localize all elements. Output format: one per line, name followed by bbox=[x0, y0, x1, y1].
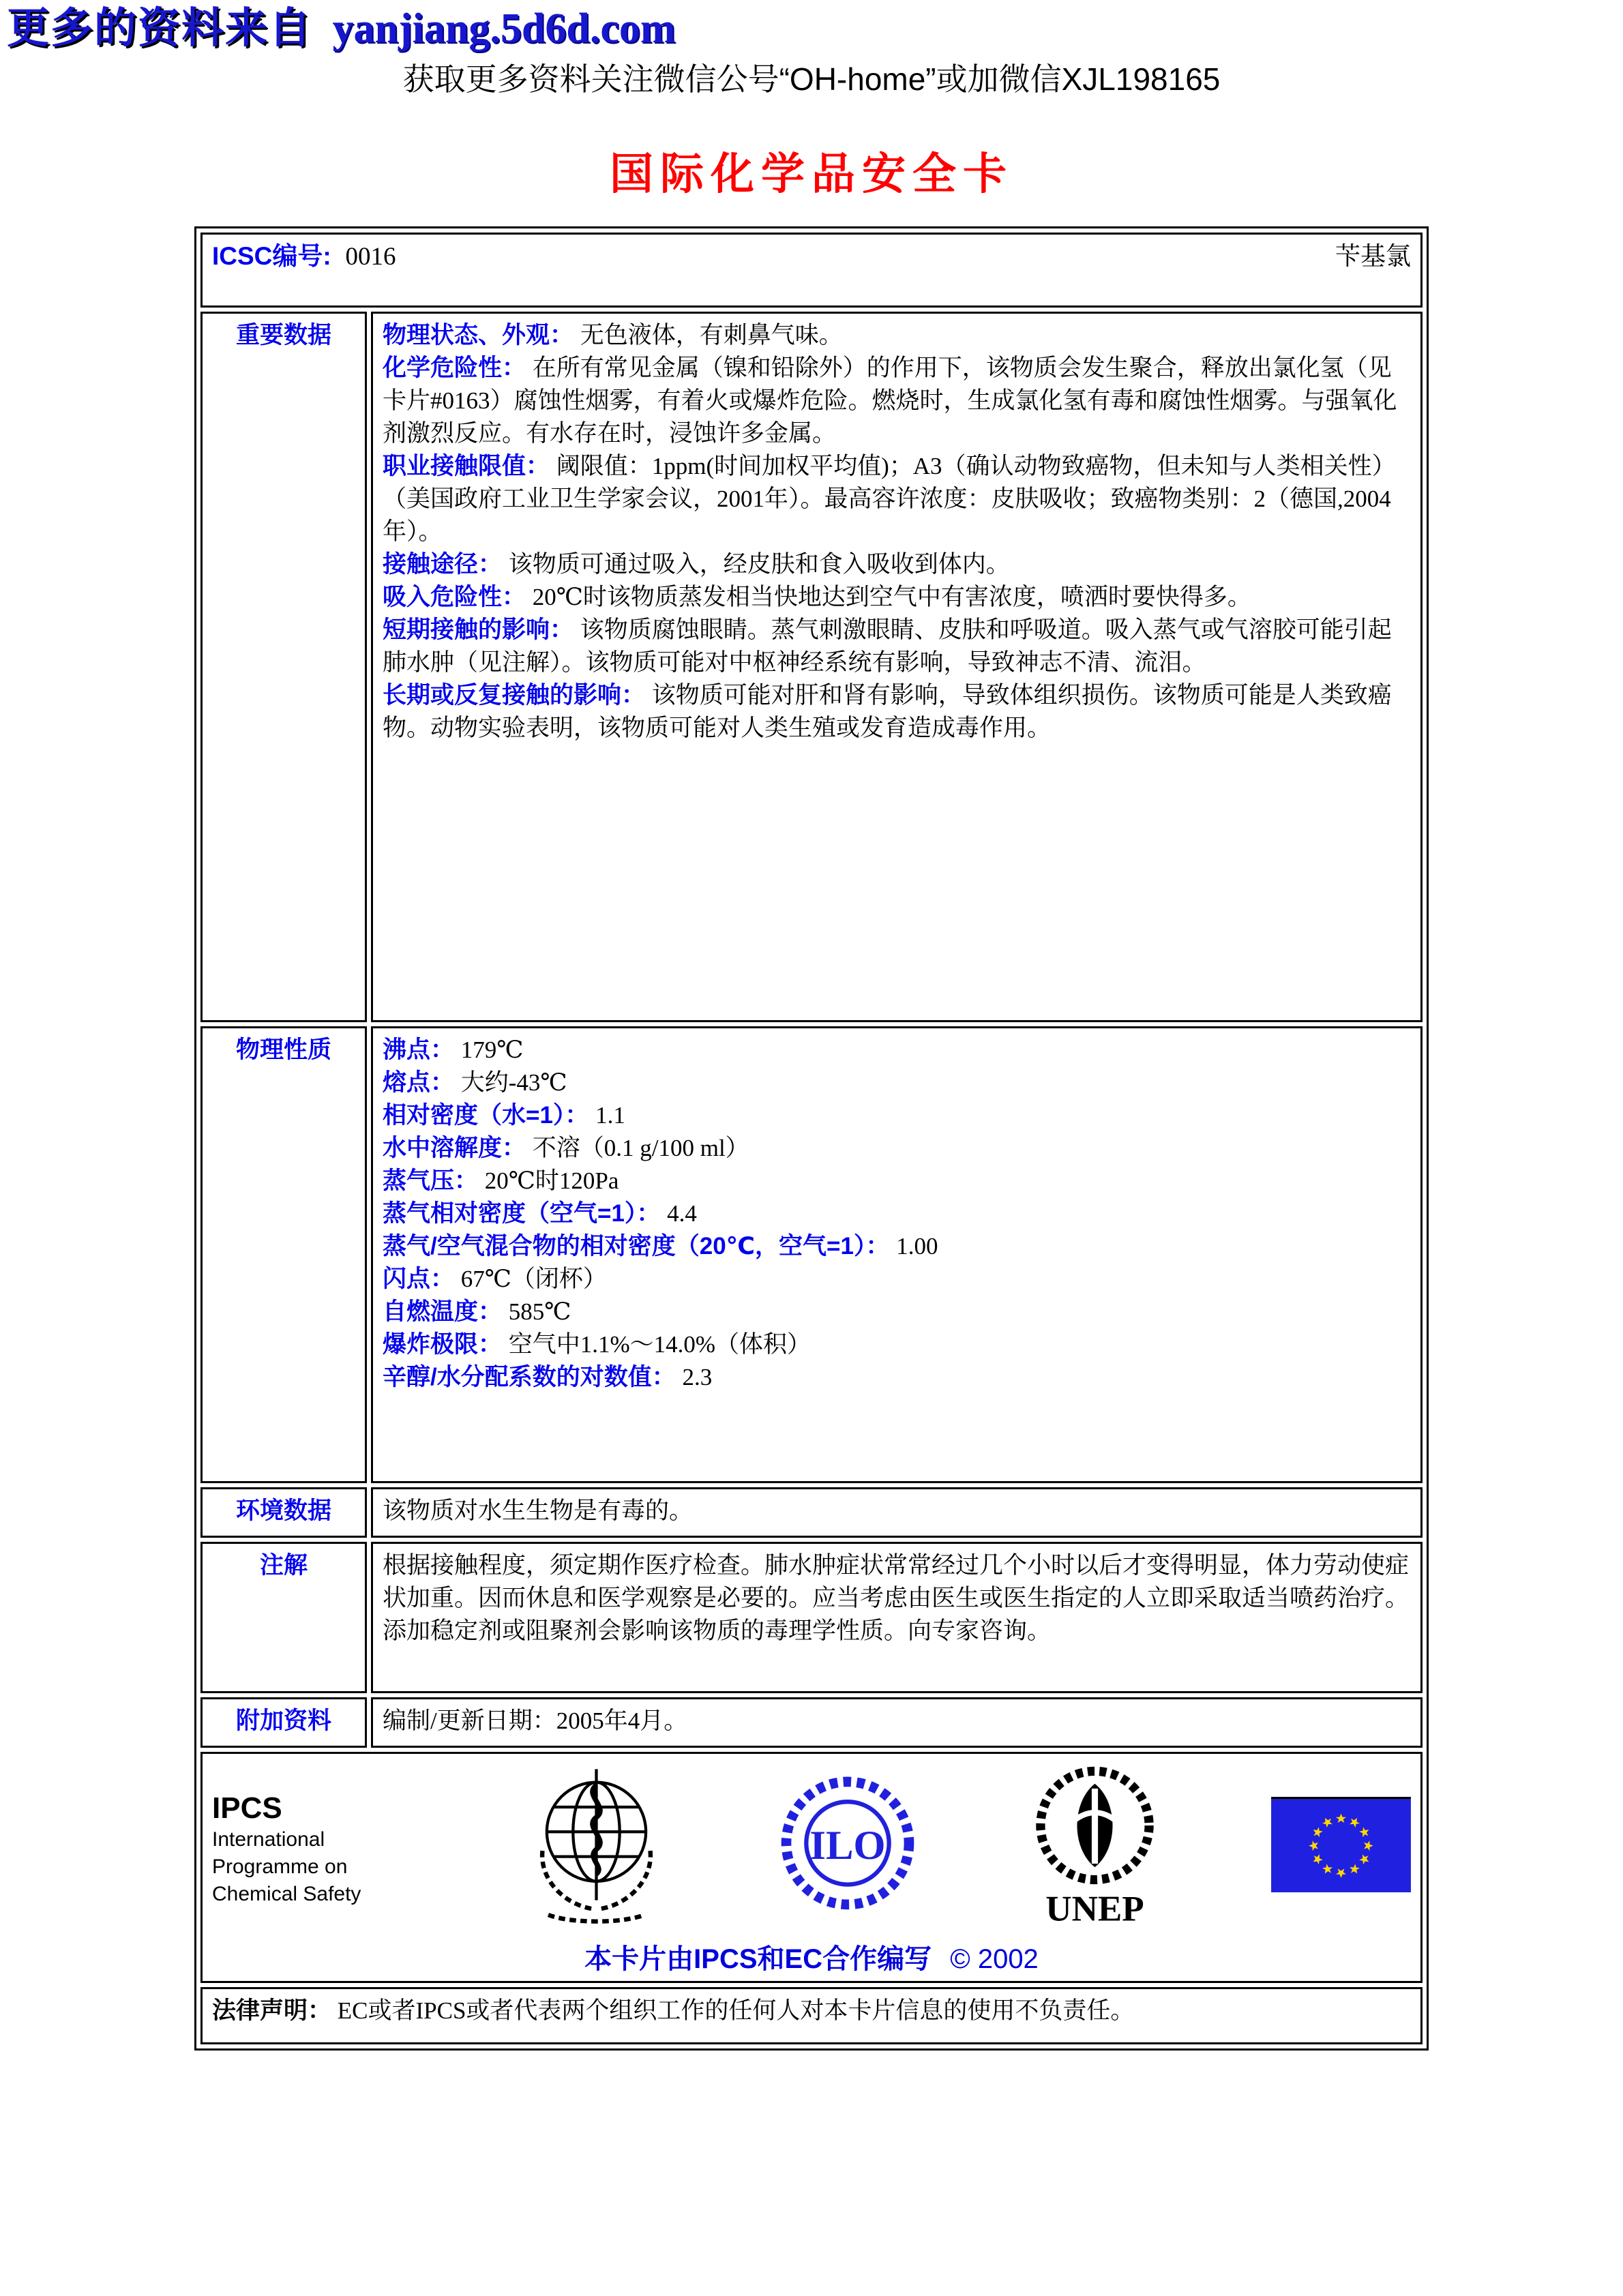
section-label-physical-properties: 物理性质 bbox=[200, 1026, 367, 1483]
property-text: 不溶（0.1 g/100 ml） bbox=[532, 1135, 749, 1162]
property-label: 辛醇/水分配系数的对数值： bbox=[383, 1364, 676, 1391]
additional-info-row bbox=[200, 1697, 1423, 1748]
property-text: 根据接触程度，须定期作医疗检查。肺水肿症状常常经过几个小时以后才变得明显，体力劳动使症状加重。因而休息和医学观察是必要的。应当考虑由医生或医生指定的人立即采取适当喷药治疗。添加稳定剂或阻聚剂会影响该物质的毒理学性质。向专家咨询。 bbox=[383, 1552, 1410, 1645]
icsc-number-group bbox=[212, 240, 396, 273]
logos-row bbox=[200, 1752, 1423, 1983]
property-label: 自燃温度： bbox=[383, 1298, 503, 1326]
property-text: 20℃时120Pa bbox=[484, 1167, 619, 1195]
ilo-logo-text: ILO bbox=[809, 1822, 886, 1868]
property-line bbox=[383, 614, 1411, 679]
property-line bbox=[383, 679, 1411, 745]
property-line bbox=[383, 581, 1411, 614]
property-line bbox=[383, 352, 1411, 450]
property-line bbox=[383, 1495, 1411, 1527]
property-label: 蒸气压： bbox=[383, 1167, 479, 1195]
property-text: 空气中1.1%～14.0%（体积） bbox=[508, 1331, 812, 1358]
property-label: 接触途径： bbox=[383, 551, 503, 578]
physical-properties-row bbox=[200, 1026, 1423, 1483]
section-label-additional-info: 附加资料 bbox=[200, 1697, 367, 1748]
property-text: 该物质可能对肝和肾有影响，导致体组织损伤。该物质可能是人类致癌物。动物实验表明，该物质可能对人类生殖或发育造成毒作用。 bbox=[383, 682, 1392, 742]
icsc-number-value: 0016 bbox=[345, 243, 396, 271]
property-text: 2.3 bbox=[682, 1364, 713, 1391]
property-label: 沸点： bbox=[383, 1037, 455, 1064]
section-label-notes: 注解 bbox=[200, 1542, 367, 1693]
ipcs-line-2: Programme on bbox=[212, 1855, 348, 1878]
property-line bbox=[383, 1328, 1411, 1361]
property-text: 该物质腐蚀眼睛。蒸气刺激眼睛、皮肤和呼吸道。吸入蒸气或气溶胶可能引起肺水肿（见注解）。该物质可能对中枢神经系统有影响，导致神志不清、流泪。 bbox=[383, 616, 1392, 676]
property-line bbox=[383, 1230, 1411, 1263]
who-logo-icon bbox=[523, 1765, 670, 1934]
property-line bbox=[383, 1197, 1411, 1230]
legal-notice-text: EC或者IPCS或者代表两个组织工作的任何人对本卡片信息的使用不负责任。 bbox=[337, 1997, 1135, 2025]
ipcs-line-1: International bbox=[212, 1828, 325, 1851]
property-line bbox=[383, 319, 1411, 352]
property-text: 1.1 bbox=[595, 1102, 625, 1129]
property-label: 爆炸极限： bbox=[383, 1331, 503, 1358]
property-label: 蒸气/空气混合物的相对密度（20℃，空气=1）： bbox=[383, 1233, 890, 1260]
legal-notice-cell bbox=[200, 1987, 1423, 2044]
ipcs-text-block bbox=[212, 1791, 417, 1908]
card-header-cell bbox=[200, 233, 1423, 308]
legal-notice-label: 法律声明： bbox=[212, 1997, 332, 2025]
logos-cell bbox=[200, 1752, 1423, 1983]
property-line bbox=[383, 450, 1411, 548]
page-title: 国际化学品安全卡 bbox=[610, 150, 1013, 199]
notes-row bbox=[200, 1542, 1423, 1693]
property-label: 职业接触限值： bbox=[383, 453, 550, 480]
credit-text: 本卡片由IPCS和EC合作编写 bbox=[584, 1944, 932, 1975]
property-label: 闪点： bbox=[383, 1266, 455, 1293]
property-label: 化学危险性： bbox=[383, 355, 526, 382]
ipcs-line-3: Chemical Safety bbox=[212, 1882, 361, 1905]
property-text: 大约-43℃ bbox=[460, 1069, 567, 1097]
property-line bbox=[383, 1705, 1411, 1738]
property-text: 编制/更新日期：2005年4月。 bbox=[383, 1708, 688, 1735]
legal-notice-row bbox=[200, 1987, 1423, 2044]
important-data-row bbox=[200, 312, 1423, 1022]
card-header-row bbox=[200, 233, 1423, 308]
property-text: 67℃（闭杯） bbox=[460, 1266, 607, 1293]
property-label: 蒸气相对密度（空气=1）： bbox=[383, 1200, 661, 1227]
property-line bbox=[383, 1034, 1411, 1067]
property-label: 熔点： bbox=[383, 1069, 455, 1097]
ilo-logo-icon bbox=[776, 1768, 919, 1930]
unep-logo-text: UNEP bbox=[1045, 1890, 1144, 1930]
section-label-important-data: 重要数据 bbox=[200, 312, 367, 1022]
property-text: 179℃ bbox=[460, 1037, 524, 1064]
section-content-environmental-data bbox=[371, 1487, 1423, 1538]
property-line bbox=[383, 1099, 1411, 1132]
property-text: 在所有常见金属（镍和铅除外）的作用下，该物质会发生聚合，释放出氯化氢（见卡片#0163）腐蚀性烟雾，有着火或爆炸危险。燃烧时，生成氯化氢有毒和腐蚀性烟雾。与强氧化剂激烈反应。有水存在时，浸蚀许多金属。 bbox=[383, 355, 1397, 447]
section-content-additional-info bbox=[371, 1697, 1423, 1748]
property-text: 20℃时该物质蒸发相当快地达到空气中有害浓度，喷洒时要快得多。 bbox=[532, 584, 1251, 611]
unep-logo-icon bbox=[1025, 1759, 1165, 1939]
property-label: 物理状态、外观： bbox=[383, 322, 574, 349]
property-text: 该物质对水生生物是有毒的。 bbox=[383, 1497, 694, 1525]
property-label: 长期或反复接触的影响： bbox=[383, 682, 646, 709]
property-text: 1.00 bbox=[896, 1233, 938, 1260]
top-banner-line1 bbox=[0, 0, 1623, 53]
ipcs-abbreviation: IPCS bbox=[212, 1791, 282, 1825]
property-label: 水中溶解度： bbox=[383, 1135, 526, 1162]
property-line bbox=[383, 1132, 1411, 1165]
property-text: 4.4 bbox=[667, 1200, 697, 1227]
eu-flag-icon bbox=[1271, 1797, 1411, 1901]
property-text: 该物质可通过吸入，经皮肤和食入吸收到体内。 bbox=[508, 551, 1010, 578]
copyright-text: © 2002 bbox=[950, 1944, 1039, 1975]
section-content-notes bbox=[371, 1542, 1423, 1693]
card-credit-caption bbox=[212, 1943, 1411, 1976]
property-line bbox=[383, 1549, 1411, 1648]
property-line bbox=[383, 1067, 1411, 1099]
property-text: 无色液体，有刺鼻气味。 bbox=[580, 322, 843, 349]
section-content-important-data bbox=[371, 312, 1423, 1022]
section-label-environmental-data: 环境数据 bbox=[200, 1487, 367, 1538]
section-content-physical-properties bbox=[371, 1026, 1423, 1483]
property-line bbox=[383, 1296, 1411, 1328]
banner-source-url[interactable]: yanjiang.5d6d.com bbox=[332, 5, 676, 52]
property-label: 相对密度（水=1）： bbox=[383, 1102, 589, 1129]
top-banner-line2: 获取更多资料关注微信公号“OH-home”或加微信XJL198165 bbox=[402, 61, 1221, 98]
chemical-name: 苄基氯 bbox=[1335, 242, 1411, 271]
safety-card-table bbox=[194, 226, 1429, 2051]
property-text: 585℃ bbox=[508, 1298, 571, 1326]
property-label: 吸入危险性： bbox=[383, 584, 526, 611]
property-line bbox=[383, 1361, 1411, 1394]
property-line bbox=[383, 1165, 1411, 1197]
property-text: 阈限值：1ppm(时间加权平均值)；A3（确认动物致癌物，但未知与人类相关性）（美国政府工业卫生学家会议，2001年）。最高容许浓度：皮肤吸收；致癌物类别：2（德国,2004年）。 bbox=[383, 453, 1396, 546]
property-line bbox=[383, 1263, 1411, 1296]
banner-source-text: 更多的资料来自 bbox=[7, 5, 313, 52]
property-label: 短期接触的影响： bbox=[383, 616, 574, 644]
environmental-data-row bbox=[200, 1487, 1423, 1538]
icsc-number-label: ICSC编号: bbox=[212, 242, 331, 271]
property-line bbox=[383, 548, 1411, 581]
